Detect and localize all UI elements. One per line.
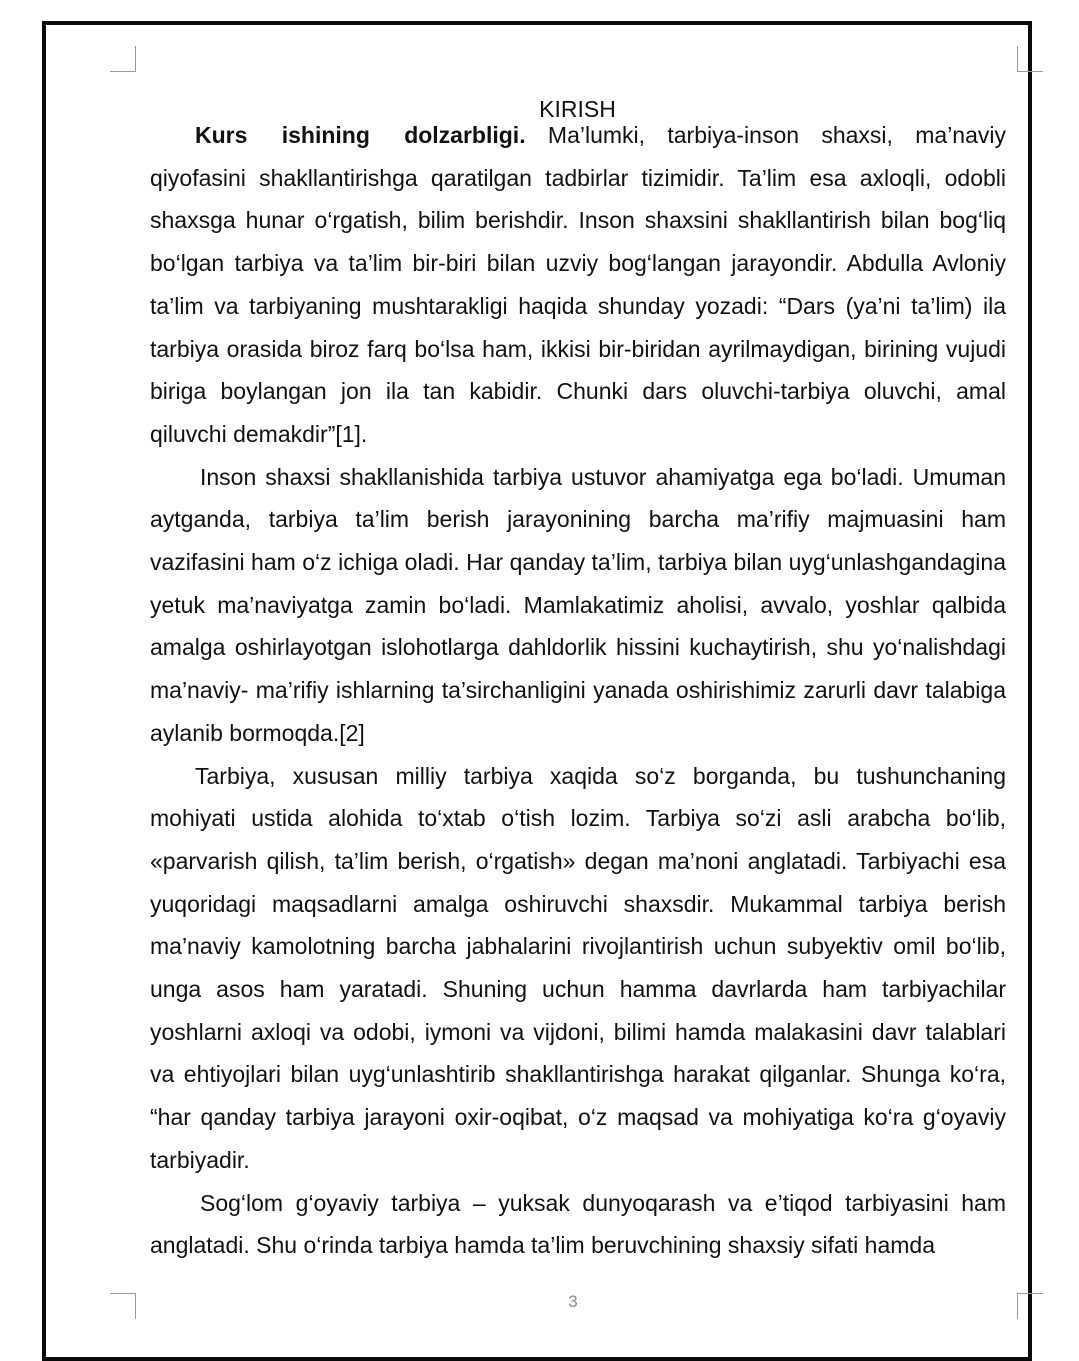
paragraph-2: Inson shaxsi shakllanishida tarbiya ustuvor ahamiyatga ega bo‘ladi. Umuman aytganda, tarbiya ta’lim berish jarayonining barcha ma’rifiy majmuasini ham vazifasini ham o‘z ichiga oladi. Har qanday ta’lim, tarbiya bilan uyg‘unlashgandagina yetuk ma’naviyatga zamin bo‘ladi. Mamlakatimiz aholisi, avvalo, yoshlar qalbida amalga oshirlayotgan islohotlarga dahldorlik hissini kuchaytirish, shu yo‘nalishdagi ma’naviy- ma’rifiy ishlarning ta’sirchanligini yanada oshirishimiz zarurli davr talabiga aylanib bormoqda.[2]	[150, 463, 1006, 746]
page-title: KIRISH	[539, 96, 616, 123]
paragraph-3: Tarbiya, xususan milliy tarbiya xaqida so‘z borganda, bu tushunchaning mohiyati ustida alohida to‘xtab o‘tish lozim. Tarbiya so‘zi asli arabcha bo‘lib, «parvarish qilish, ta’lim berish, o‘rgatish» degan ma’noni anglatadi. Tarbiyachi esa yuqoridagi maqsadlarni amalga oshiruvchi shaxsdir. Mukammal tarbiya berish ma’naviy kamolotning barcha jabhalarini rivojlantirish uchun subyektiv omil bo‘lib, unga asos ham yaratadi. Shuning uchun hamma davrlarda ham tarbiyachilar yoshlarni axloqi va odobi, iymoni va vijdoni, bilimi hamda malakasini davr talablari va ehtiyojlari bilan uyg‘unlashtirib shakllantirishga harakat qilganlar. Shunga ko‘ra, “har qanday tarbiya jarayoni oxir-oqibat, o‘z maqsad va mohiyatiga ko‘ra g‘oyaviy tarbiyadir.	[150, 762, 1006, 1173]
document-body	[150, 114, 1006, 1267]
crop-mark-top-left	[110, 46, 136, 72]
paragraph-1	[150, 114, 1006, 456]
page-number: 3	[568, 1292, 578, 1311]
paragraph-4: Sog‘lom g‘oyaviy tarbiya – yuksak dunyoqarash va e’tiqod tarbiyasini ham anglatadi. Shu o‘rinda tarbiya hamda ta’lim beruvchining shaxsiy sifati hamda	[150, 1189, 1006, 1259]
paragraph-lead-heading: Kurs ishining dolzarbligi.	[195, 122, 526, 148]
crop-mark-top-right	[1017, 46, 1043, 72]
paragraph-text: Ma’lumki, tarbiya-inson shaxsi, ma’naviy qiyofasini shakllantirishga qaratilgan tadbirlar tizimidir. Ta’lim esa axloqli, odobli shaxsga hunar o‘rgatish, bilim berishdir. Inson shaxsini shakllantirish bilan bog‘liq bo‘lgan tarbiya va ta’lim bir-biri bilan uzviy bog‘langan jarayondir. Abdulla Avloniy ta’lim va tarbiyaning mushtarakligi haqida shunday yozadi: “Dars (ya’ni ta’lim) ila tarbiya orasida biroz farq bo‘lsa ham, ikkisi bir-biridan ayrilmaydigan, birining vujudi biriga boylangan jon ila tan kabidir. Chunki dars oluvchi-tarbiya oluvchi, amal qiluvchi demakdir”[1].	[150, 122, 1006, 447]
